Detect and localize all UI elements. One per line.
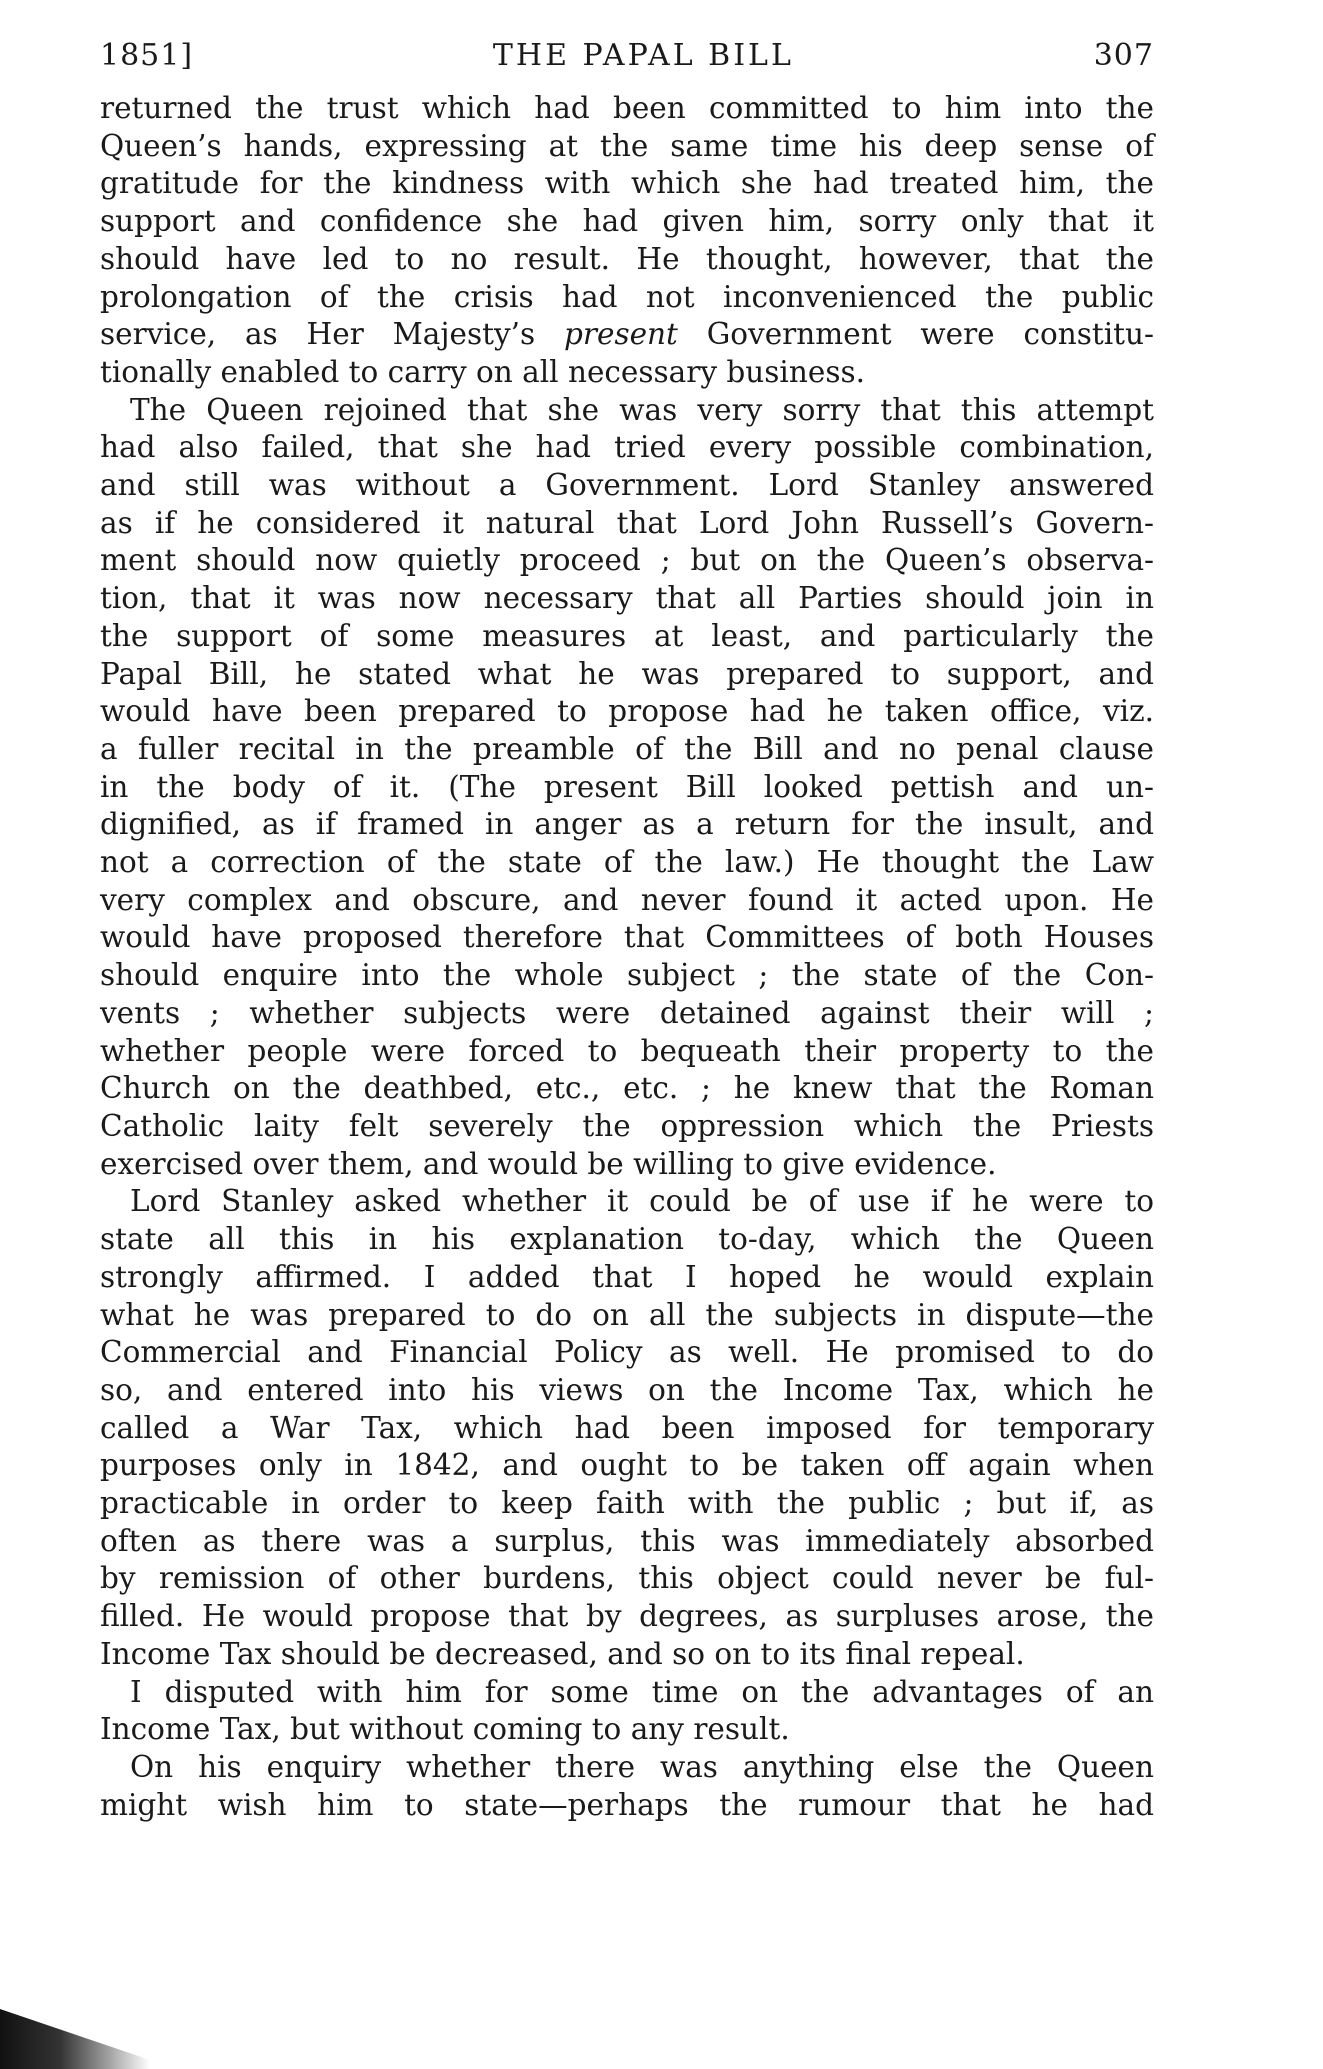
text-line: Income Tax should be decreased, and so on to its final repeal.	[100, 1636, 1025, 1671]
text-line: often as there was a surplus, this was immediately absorbed	[100, 1523, 1154, 1558]
text-line: whether people were forced to bequeath their property to the	[100, 1033, 1154, 1068]
text-line: filled. He would propose that by degrees, as surpluses arose, the	[100, 1599, 1154, 1634]
text-line: strongly affirmed. I added that I hoped he would explain	[100, 1259, 1154, 1294]
text-line: would have been prepared to propose had he taken office, viz.	[100, 694, 1154, 729]
text-line: Papal Bill, he stated what he was prepared to support, and	[100, 656, 1154, 691]
book-page	[100, 38, 1154, 1824]
text-line: in the body of it. (The present Bill looked pettish and un-	[100, 769, 1154, 804]
text-line: the support of some measures at least, and particularly the	[100, 618, 1154, 653]
text-line: tionally enabled to carry on all necessary business.	[100, 354, 865, 389]
text-line: vents ; whether subjects were detained against their will ;	[100, 995, 1154, 1030]
text-line: I disputed with him for some time on the advantages of an	[130, 1674, 1154, 1709]
text-line: On his enquiry whether there was anything else the Queen	[130, 1749, 1154, 1784]
text-line: returned the trust which had been committed to him into the	[100, 91, 1154, 125]
text-line: tion, that it was now necessary that all Parties should join in	[100, 581, 1154, 616]
page-edge-shadow	[0, 2009, 150, 2069]
text-line: not a correction of the state of the law.) He thought the Law	[100, 845, 1154, 880]
text-line: dignified, as if framed in anger as a return for the insult, and	[100, 807, 1154, 842]
text-line: purposes only in 1842, and ought to be taken off again when	[100, 1448, 1154, 1483]
text-line: should have led to no result. He thought, however, that the	[100, 241, 1154, 276]
text-line: had also failed, that she had tried every possible combination,	[100, 430, 1154, 465]
header-title: THE PAPAL BILL	[492, 38, 794, 73]
text-line: practicable in order to keep faith with the public ; but if, as	[100, 1486, 1154, 1521]
text-line: called a War Tax, which had been imposed for temporary	[100, 1410, 1154, 1445]
text-line: Queen’s hands, expressing at the same time his deep sense of	[100, 128, 1154, 163]
text-line: should enquire into the whole subject ; the state of the Con-	[100, 958, 1154, 993]
text-line: ment should now quietly proceed ; but on the Queen’s observa-	[100, 543, 1154, 578]
text-line: and still was without a Government. Lord Stanley answered	[100, 468, 1154, 503]
header-year: 1851]	[100, 38, 194, 73]
text-line: by remission of other burdens, this object could never be ful-	[100, 1561, 1154, 1596]
text-line: gratitude for the kindness with which she had treated him, the	[100, 166, 1154, 201]
body-text	[100, 90, 1154, 1824]
text-line: state all this in his explanation to-day, which the Queen	[100, 1222, 1154, 1257]
text-line: a fuller recital in the preamble of the Bill and no penal clause	[100, 731, 1154, 766]
text-line: prolongation of the crisis had not inconvenienced the public	[100, 279, 1154, 314]
text-line: support and confidence she had given him, sorry only that it	[100, 204, 1154, 239]
text-line: very complex and obscure, and never found it acted upon. He	[100, 882, 1154, 917]
text-line: Income Tax, but without coming to any result.	[100, 1712, 790, 1747]
text-line: Lord Stanley asked whether it could be of use if he were to	[130, 1184, 1154, 1219]
text-line: would have proposed therefore that Committees of both Houses	[100, 920, 1154, 955]
running-head	[100, 38, 1154, 86]
text-line: what he was prepared to do on all the subjects in dispute—the	[100, 1297, 1154, 1332]
text-line: might wish him to state—perhaps the rumour that he had	[100, 1787, 1154, 1822]
text-line: as if he considered it natural that Lord John Russell’s Govern-	[100, 505, 1154, 540]
text-line: service, as Her Majesty’s present Government were constitu-	[100, 317, 1154, 352]
text-line: Church on the deathbed, etc., etc. ; he knew that the Roman	[100, 1071, 1154, 1106]
text-line: so, and entered into his views on the Income Tax, which he	[100, 1372, 1154, 1407]
text-line: exercised over them, and would be willing to give evidence.	[100, 1146, 997, 1181]
header-page-number: 307	[1093, 38, 1154, 73]
text-line: Commercial and Financial Policy as well. He promised to do	[100, 1335, 1154, 1370]
text-line: The Queen rejoined that she was very sorry that this attempt	[130, 392, 1154, 427]
text-line: Catholic laity felt severely the oppression which the Priests	[100, 1108, 1154, 1143]
